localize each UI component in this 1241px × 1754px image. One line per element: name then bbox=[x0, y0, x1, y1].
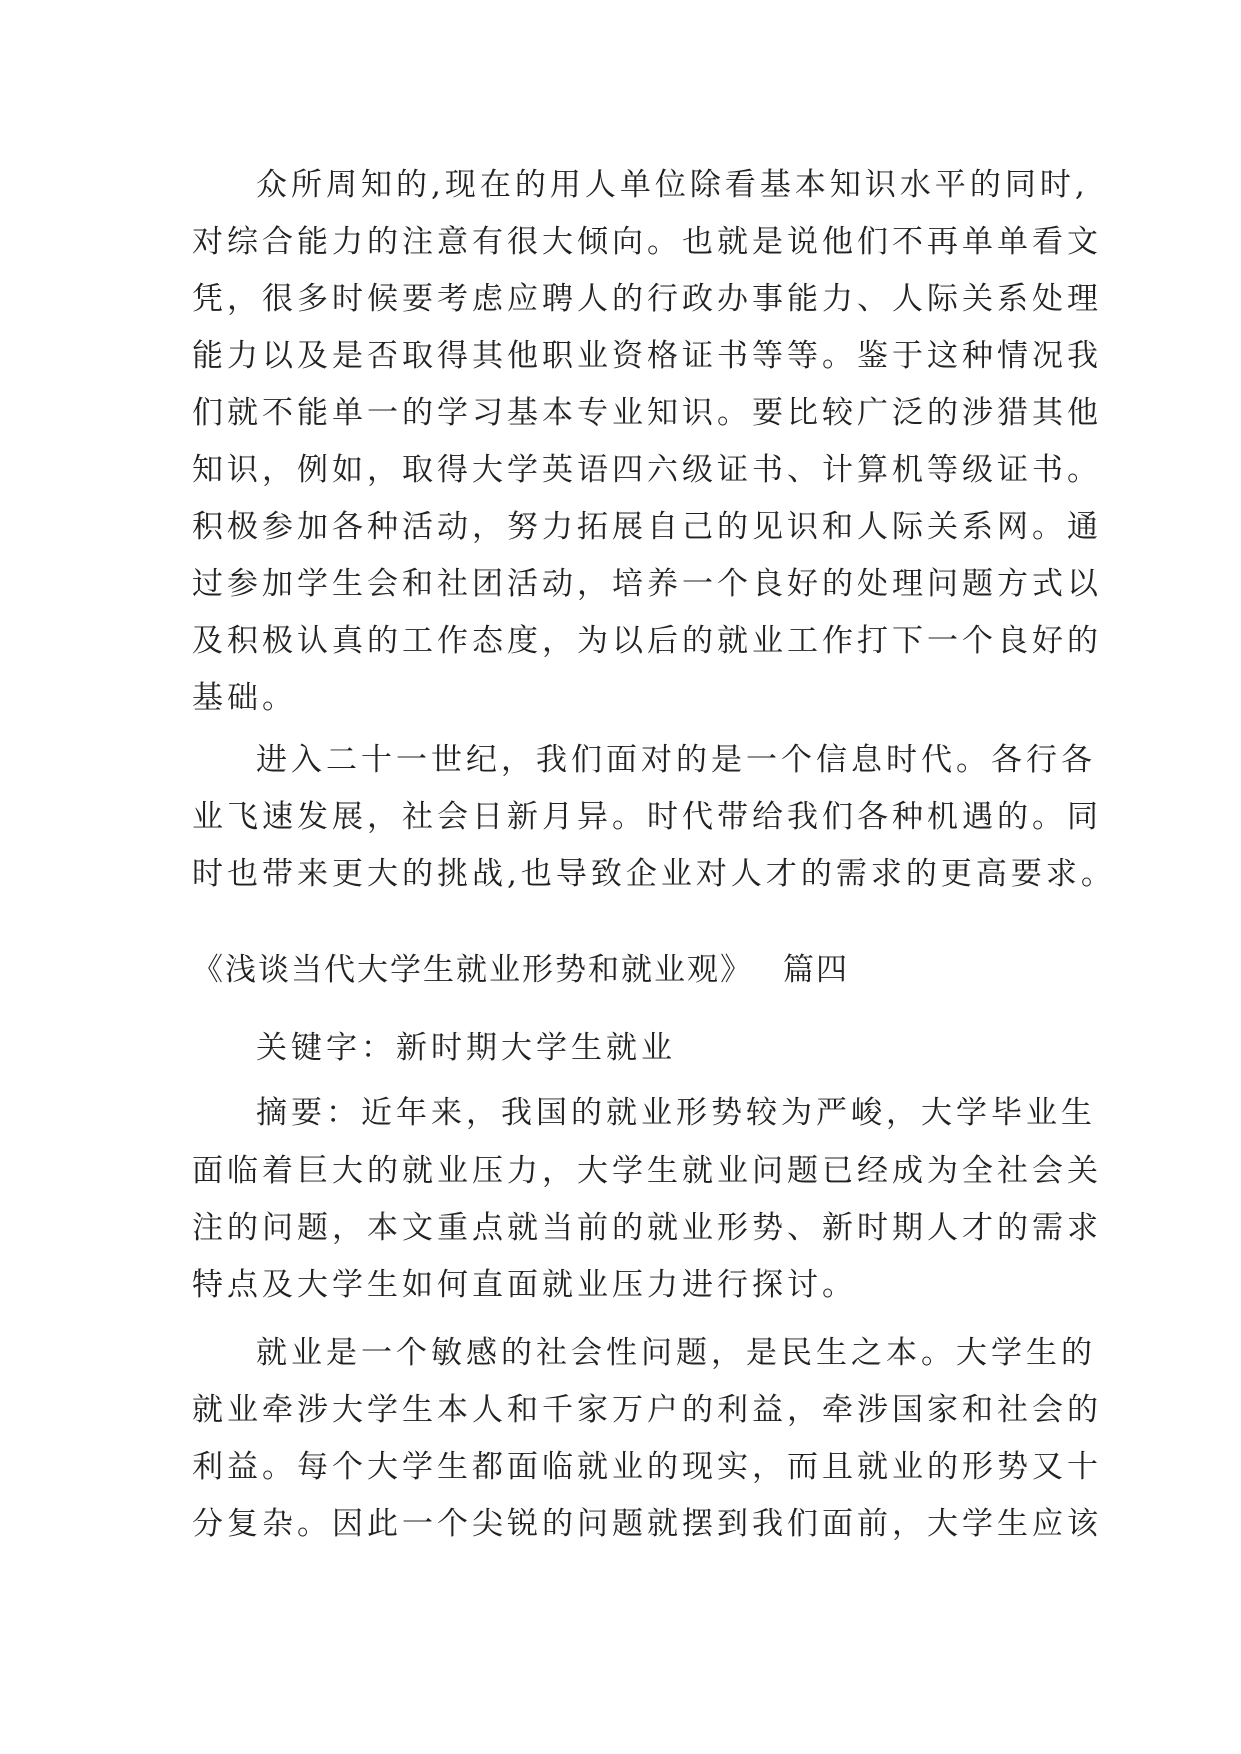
paragraph-line: 就业牵涉大学生本人和千家万户的利益，牵涉国家和社会的 bbox=[192, 1392, 1102, 1428]
paragraph-line: 进入二十一世纪，我们面对的是一个信息时代。各行各 bbox=[256, 742, 1096, 778]
paragraph-line: 分复杂。因此一个尖锐的问题就摆到我们面前，大学生应该 bbox=[192, 1506, 1102, 1542]
paragraph-line: 及积极认真的工作态度，为以后的就业工作打下一个良好的 bbox=[192, 623, 1102, 659]
article-title: 《浅谈当代大学生就业形势和就业观》 bbox=[192, 952, 753, 988]
paragraph-line: 们就不能单一的学习基本专业知识。要比较广泛的涉猎其他 bbox=[192, 395, 1102, 431]
paragraph-line: 众所周知的,现在的用人单位除看基本知识水平的同时, bbox=[256, 167, 1089, 203]
paragraph-line: 利益。每个大学生都面临就业的现实，而且就业的形势又十 bbox=[192, 1449, 1102, 1485]
paragraph-line: 过参加学生会和社团活动，培养一个良好的处理问题方式以 bbox=[192, 566, 1102, 602]
abstract-line: 注的问题，本文重点就当前的就业形势、新时期人才的需求 bbox=[192, 1210, 1102, 1246]
paragraph-line: 基础。 bbox=[192, 680, 297, 716]
paragraph-line: 凭，很多时候要考虑应聘人的行政办事能力、人际关系处理 bbox=[192, 281, 1102, 317]
paragraph-line: 能力以及是否取得其他职业资格证书等等。鉴于这种情况我 bbox=[192, 338, 1102, 374]
keywords: 关键字：新时期大学生就业 bbox=[256, 1030, 676, 1066]
article-title-line bbox=[192, 950, 1072, 990]
paragraph-line: 积极参加各种活动，努力拓展自己的见识和人际关系网。通 bbox=[192, 509, 1102, 545]
paragraph-line: 知识，例如，取得大学英语四六级证书、计算机等级证书。 bbox=[192, 452, 1102, 488]
abstract-line: 面临着巨大的就业压力，大学生就业问题已经成为全社会关 bbox=[192, 1153, 1102, 1189]
paragraph-line: 就业是一个敏感的社会性问题，是民生之本。大学生的 bbox=[256, 1335, 1096, 1371]
paragraph-line: 业飞速发展，社会日新月异。时代带给我们各种机遇的。同 bbox=[192, 799, 1102, 835]
paragraph-line: 对综合能力的注意有很大倾向。也就是说他们不再单单看文 bbox=[192, 224, 1102, 260]
abstract-line: 摘要：近年来，我国的就业形势较为严峻，大学毕业生 bbox=[256, 1095, 1096, 1131]
article-part: 篇四 bbox=[783, 952, 849, 988]
abstract-line: 特点及大学生如何直面就业压力进行探讨。 bbox=[192, 1267, 857, 1303]
paragraph-line: 时也带来更大的挑战,也导致企业对人才的需求的更高要求。 bbox=[192, 856, 1116, 892]
